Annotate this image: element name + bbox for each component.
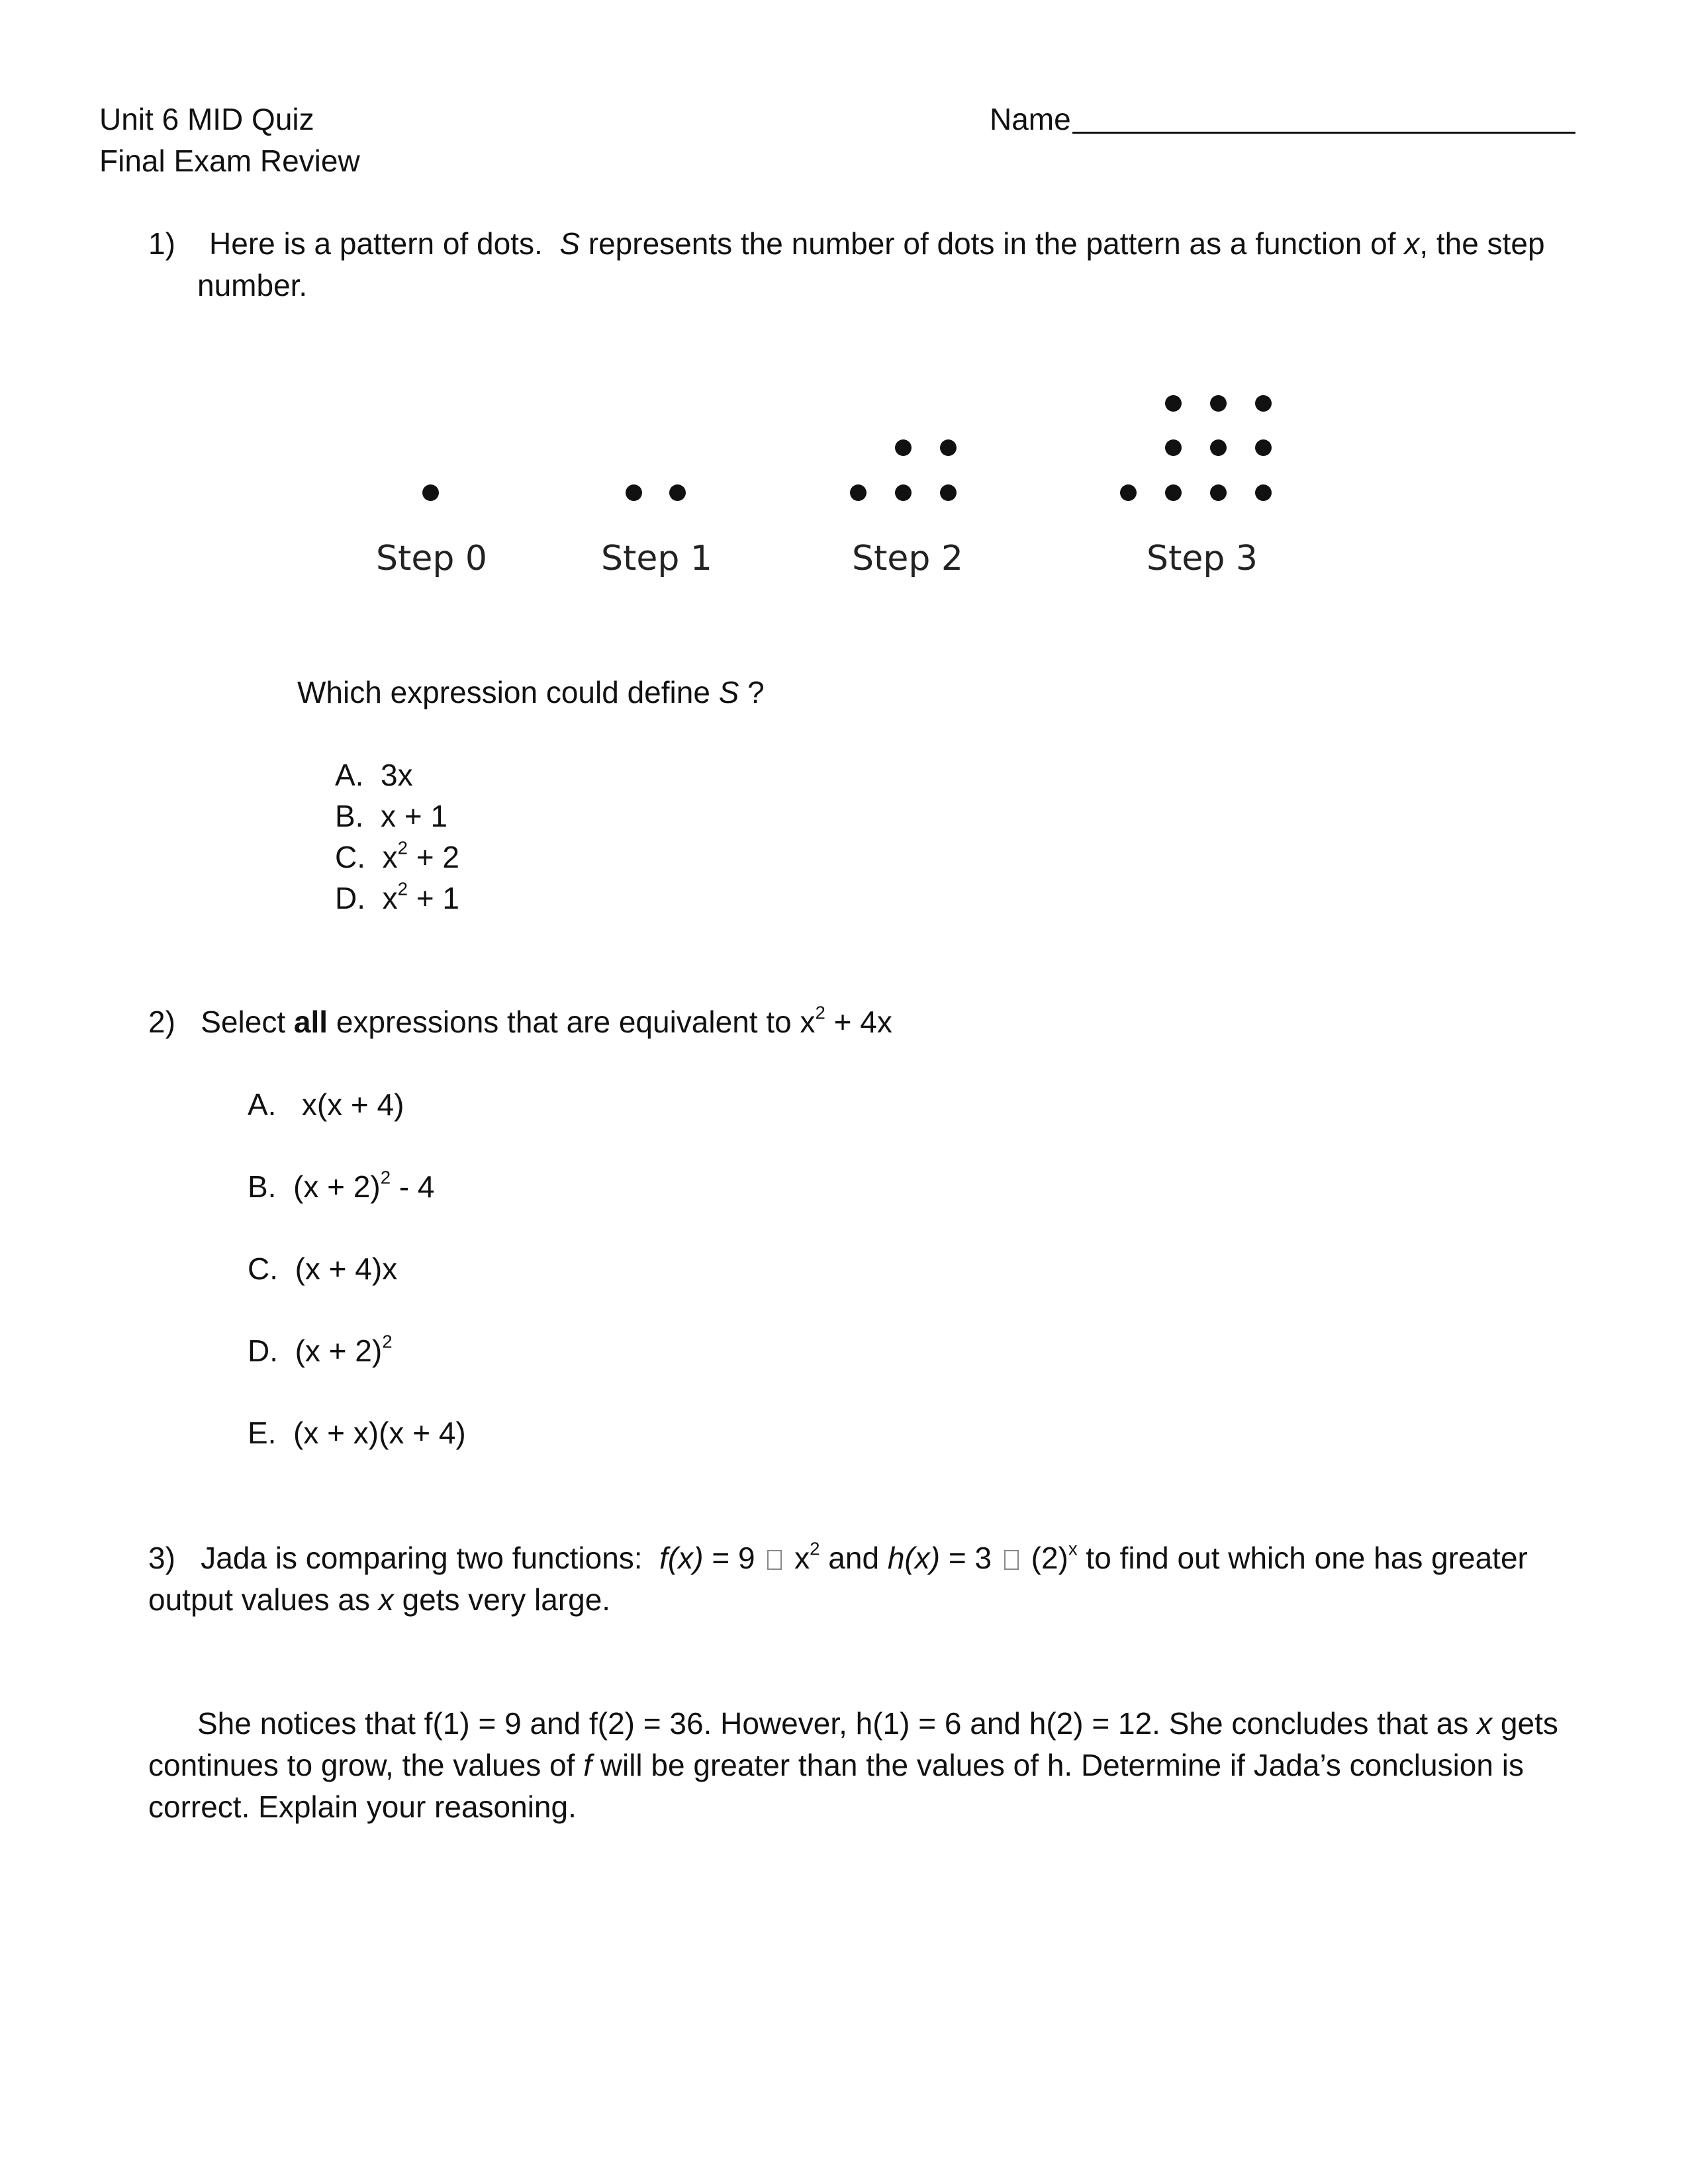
step3-dot: [1210, 439, 1227, 456]
step2-dot: [895, 484, 912, 501]
q3-paragraph2-line3: correct. Explain your reasoning.: [148, 1790, 577, 1824]
step3-dot: [1255, 439, 1272, 456]
q1-choice-c[interactable]: C. $x^2 + 2$: [335, 837, 459, 874]
q1-prompt-line1: 1) Here is a pattern of dots. S represents the number of dots in the pattern as a function of x, the step: [148, 226, 1545, 261]
step2-dot: [850, 484, 867, 501]
step-label: Step 3: [1146, 539, 1258, 578]
step3-dot: [1165, 439, 1182, 456]
q2-choice-b[interactable]: B. $(x + 2)^2 - 4$: [248, 1167, 435, 1204]
q2-choice-a[interactable]: A. x(x + 4): [248, 1087, 404, 1122]
step3-dot: [1165, 395, 1182, 412]
q1-choice-a[interactable]: A. 3x: [335, 758, 413, 792]
step3-dot: [1210, 395, 1227, 412]
step0-dot: [422, 484, 439, 501]
name-label: Name: [990, 102, 1071, 136]
step1-dot: [626, 484, 642, 501]
quiz-subtitle: Final Exam Review: [99, 144, 360, 178]
step-label: Step 0: [375, 539, 488, 578]
missing-glyph-box: [1004, 1550, 1019, 1570]
missing-glyph-box: [767, 1550, 782, 1570]
q3-prompt-line1: 3) Jada is comparing two functions: f(x) = 9 $x^2$ and h(x) = 3 $(2)^x$ to find out which one has greater: [148, 1538, 1528, 1575]
step3-dot: [1255, 395, 1272, 412]
step-label: Step 1: [600, 539, 713, 578]
q3-paragraph2-line1: She notices that f(1) = 9 and f(2) = 36. However, h(1) = 6 and h(2) = 12. She concludes that as x gets: [197, 1706, 1558, 1741]
step3-dot: [1120, 484, 1137, 501]
q1-number: 1): [148, 226, 175, 261]
q3-prompt-line2: output values as x gets very large.: [148, 1582, 611, 1617]
step2-dot: [940, 439, 957, 456]
q2-prompt: 2) Select all expressions that are equivalent to $x^2 + 4x$: [148, 1002, 892, 1039]
q1-choice-d[interactable]: D. $x^2 + 1$: [335, 878, 459, 915]
q3-paragraph2-line2: continues to grow, the values of f will be greater than the values of h. Determine if Jada’s conclusion is: [148, 1748, 1524, 1782]
q3-number: 3): [148, 1541, 175, 1575]
q2-choice-d[interactable]: D. $(x + 2)^2$: [248, 1331, 393, 1368]
step3-dot: [1210, 484, 1227, 501]
q2-choice-e[interactable]: E. (x + x)(x + 4): [248, 1416, 466, 1450]
step2-dot: [895, 439, 912, 456]
quiz-title: Unit 6 MID Quiz: [99, 102, 314, 136]
step2-dot: [940, 484, 957, 501]
step3-dot: [1255, 484, 1272, 501]
name-blank-line: [1072, 132, 1575, 134]
q1-question: Which expression could define S ?: [297, 675, 765, 709]
q1-prompt-line2: number.: [197, 268, 308, 302]
q2-choice-c[interactable]: C. (x + 4)x: [248, 1251, 398, 1286]
step3-dot: [1165, 484, 1182, 501]
q1-choice-b[interactable]: B. x + 1: [335, 799, 448, 833]
step1-dot: [669, 484, 686, 501]
q2-number: 2): [148, 1005, 175, 1039]
step-label: Step 2: [851, 539, 964, 578]
